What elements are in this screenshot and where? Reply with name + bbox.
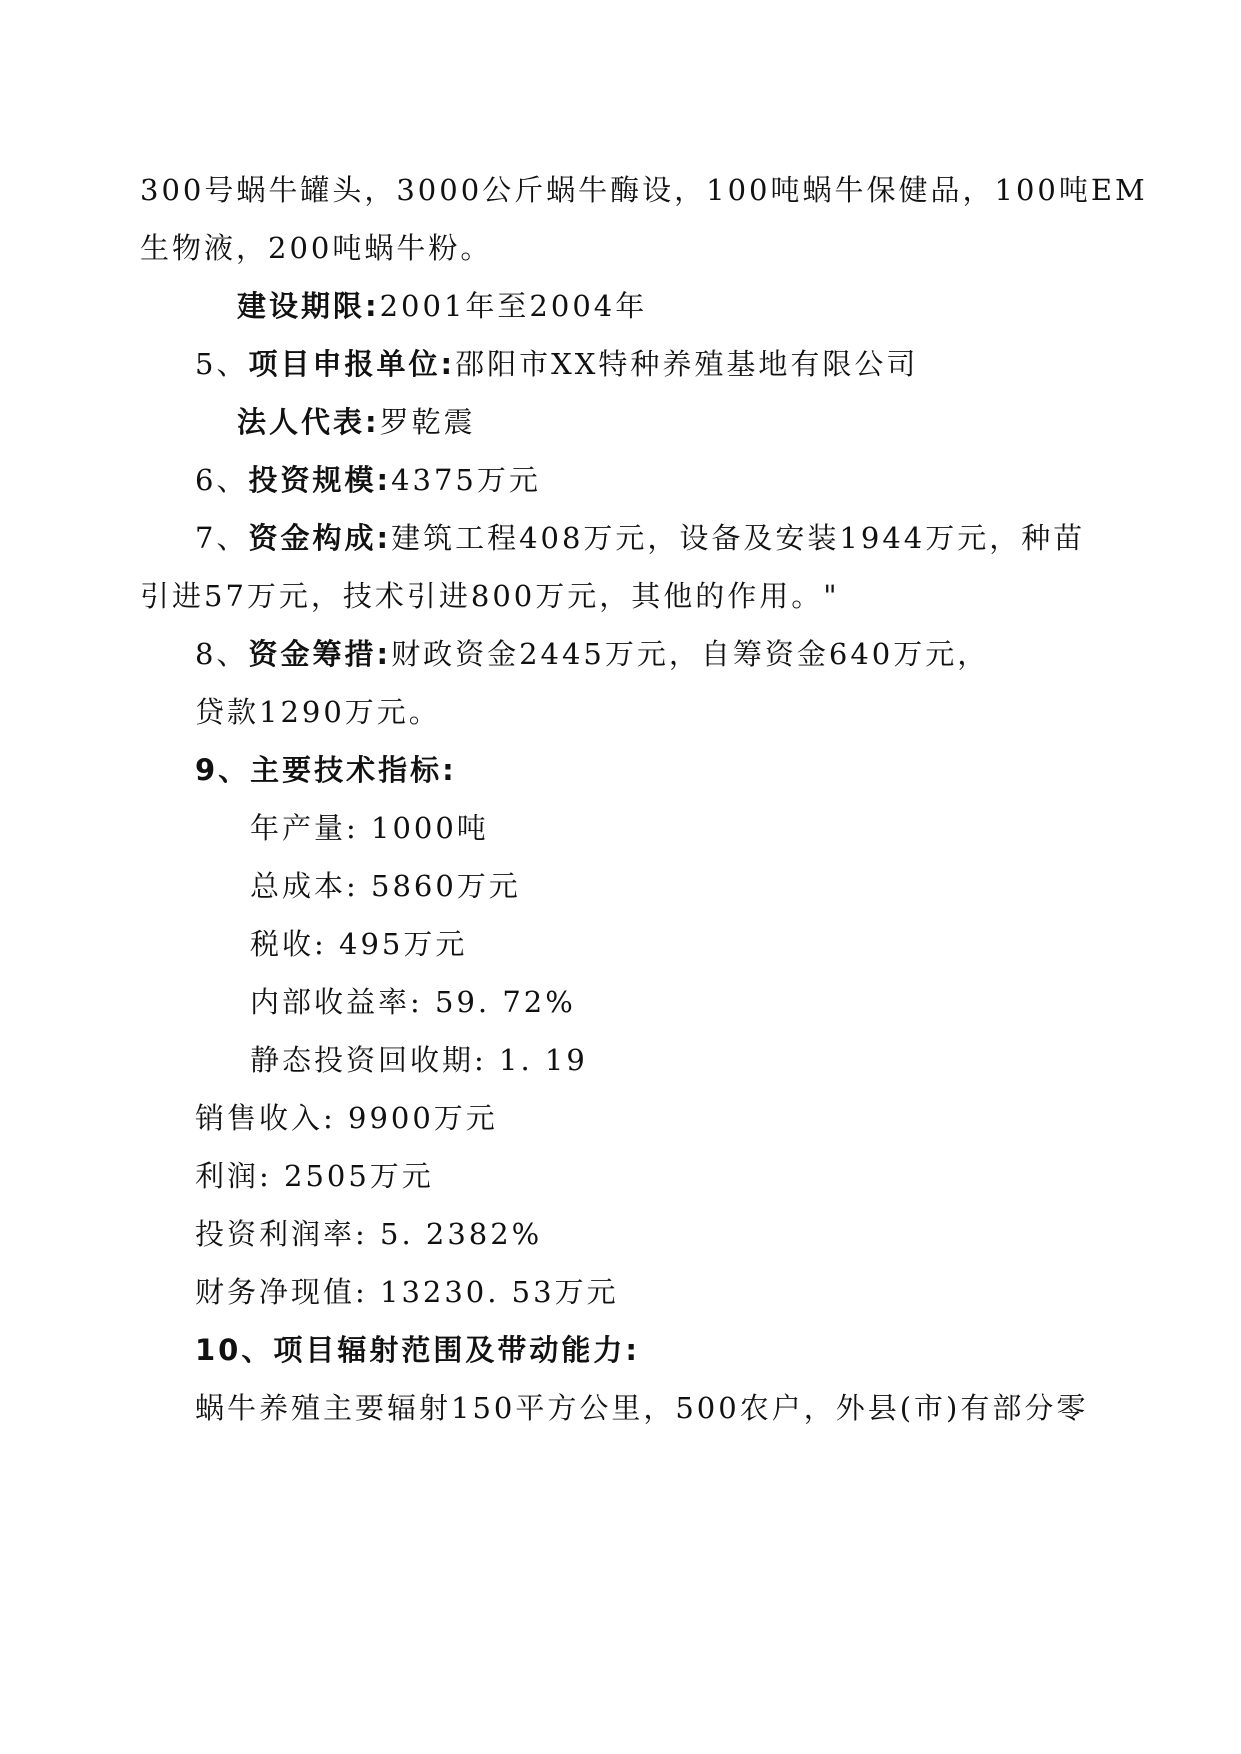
body-text-line: 引进57万元，技术引进800万元，其他的作用。" (140, 579, 840, 613)
construction-period-line: 建设期限:2001年至2004年 (237, 289, 648, 323)
investment-scale-line: 6、投资规模:4375万元 (195, 463, 541, 497)
field-label: 投资规模: (248, 463, 392, 497)
indicator-item: 利润: 2505万元 (195, 1159, 434, 1193)
body-text-line: 蜗牛养殖主要辐射150平方公里，500农户，外县(市)有部分零 (195, 1391, 1089, 1425)
applicant-line: 5、项目申报单位:邵阳市XX特种养殖基地有限公司 (195, 347, 919, 381)
body-text-line: 贷款1290万元。 (195, 695, 441, 729)
body-text-line: 300号蜗牛罐头，3000公斤蜗牛酶设，100吨蜗牛保健品，100吨EM (140, 173, 1148, 207)
indicator-item: 总成本: 5860万元 (250, 869, 521, 903)
capital-structure-line: 7、资金构成:建筑工程408万元，设备及安装1944万元，种苗 (195, 521, 1086, 555)
body-text-line: 生物液，200吨蜗牛粉。 (140, 231, 493, 265)
indicator-item: 税收: 495万元 (250, 927, 468, 961)
indicator-item: 投资利润率: 5. 2382% (195, 1217, 543, 1251)
legal-rep-line: 法人代表:罗乾震 (237, 405, 476, 439)
indicator-item: 内部收益率: 59. 72% (250, 985, 576, 1019)
section-heading: 10、项目辐射范围及带动能力: (195, 1333, 640, 1367)
field-label: 资金筹措: (248, 637, 392, 671)
field-label: 建设期限: (237, 289, 380, 323)
indicator-item: 静态投资回收期: 1. 19 (250, 1043, 588, 1077)
field-label: 法人代表: (237, 405, 380, 439)
field-label: 项目申报单位: (248, 347, 456, 381)
indicator-item: 年产量: 1000吨 (250, 811, 489, 845)
fund-raising-line: 8、资金筹措:财政资金2445万元，自筹资金640万元， (195, 637, 990, 671)
field-label: 资金构成: (248, 521, 392, 555)
indicator-item: 财务净现值: 13230. 53万元 (195, 1275, 619, 1309)
indicator-item: 销售收入: 9900万元 (195, 1101, 498, 1135)
section-heading: 9、主要技术指标: (195, 753, 457, 787)
